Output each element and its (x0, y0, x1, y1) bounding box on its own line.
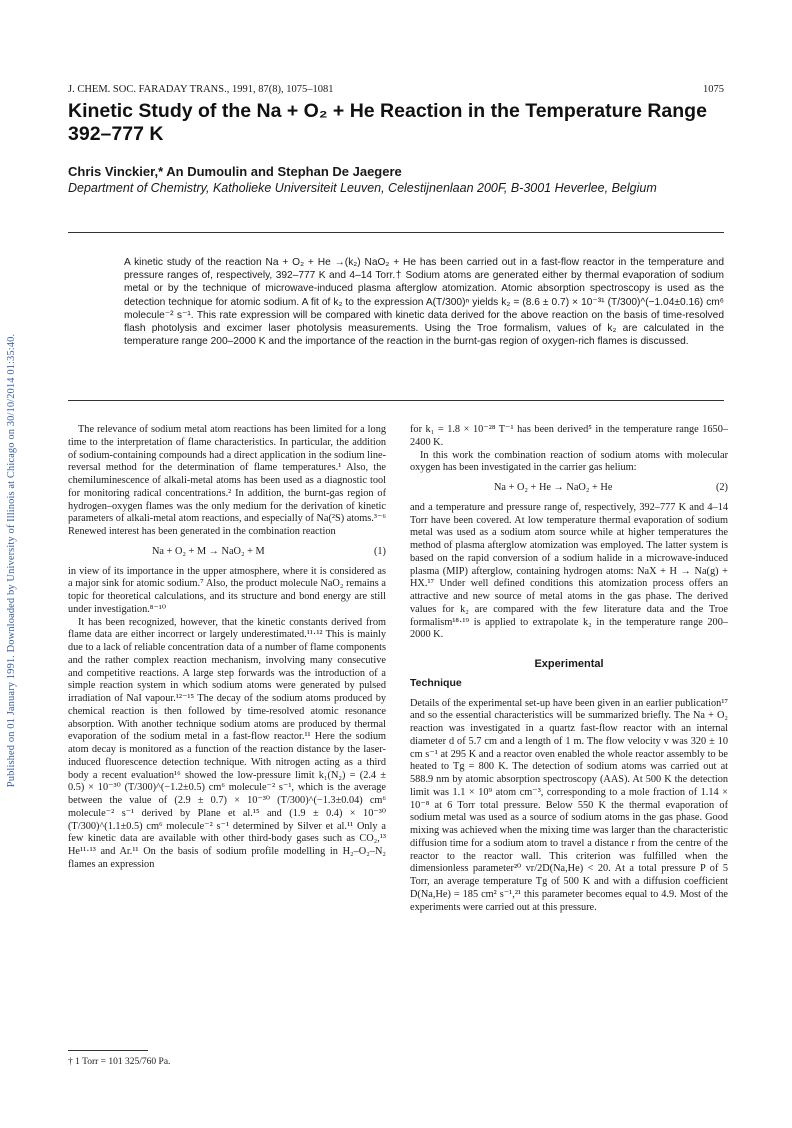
technique-paragraph: Details of the experimental set-up have been given in an earlier publication¹⁷ and so the essential characteristics will be summarized briefly. The Na + O₂ reaction was investigated in a quartz fast-flow reactor with an internal diameter d of 5.7 cm and a length of 1 m. The flow velocity v was 320 ± 10 cm s⁻¹ at 295 K and a reactor oven enabled the whole reactor assembly to be heated to Tg = 800 K. The detection of sodium atoms was carried out at 588.9 nm by atomic absorption spectroscopy (AAS). At 500 K the detection limit was 1.1 × 10⁹ atom cm⁻³, corresponding to a mole fraction of 1.14 × 10⁻⁸ at 6 Torr total pressure. Below 550 K the thermal evaporation of sodium metal was used as a source of sodium atoms in the gas phase. Good mixing was achieved when the mixing time was larger than the characteristic diffusion time for a sodium atom to travel a distance r from the centre of the reactor to the reactor wall. This criterion was fulfilled when the dimensionless parameter²⁰ vr/2D(Na,He) < 20. At a total pressure P of 5 Torr, an average temperature Tg of 500 K and with a diffusion coefficient D(Na,He) = 185 cm² s⁻¹,²¹ this parameter becomes equal to 4.9. Most of the experiments were carried out at this pressure. (410, 697, 728, 913)
top-rule (68, 232, 724, 233)
equation-1-text: Na + O₂ + M → NaO₂ + M (152, 545, 265, 557)
footnote: † 1 Torr = 101 325/760 Pa. (68, 1057, 171, 1067)
equation-1-number: (1) (373, 545, 386, 557)
subsection-heading-technique: Technique (410, 676, 462, 689)
article-affiliation: Department of Chemistry, Katholieke Universiteit Leuven, Celestijnenlaan 200F, B-3001 Heverlee, Belgium (68, 181, 657, 195)
download-watermark-text: Published on 01 January 1991. Downloaded by University of Illinois at Chicago on 30/10/2014 01:35:40. (6, 333, 18, 787)
abstract-rule (68, 400, 724, 401)
equation-1 (68, 546, 386, 559)
left-column (68, 424, 386, 872)
footnote-rule (68, 1050, 148, 1051)
download-watermark (0, 200, 24, 920)
article-authors: Chris Vinckier,* An Dumoulin and Stephan De Jaegere (68, 164, 402, 179)
intro-paragraph-3: It has been recognized, however, that the kinetic constants derived from flame data are either incorrect or largely underestimated.¹¹·¹² This is mainly due to a lack of reliable concentration data of a number of flame components and the rather complex reaction mechanism, involving many consecutive and competitive reactions. A large step forwards was the introduction of a simple reaction system in which sodium atoms were generated by pulsed irradiation of NaI vapour.¹²⁻¹⁵ The decay of the sodium atoms produced by chemical reaction is then followed by time-resolved atomic resonance absorption. With another technique sodium atoms are produced by thermal evaporation of the sodium metal in a fast-flow reactor.¹¹ Here the sodium atom decay is monitored as a function of the reaction distance by the laser-induced fluorescence detection technique. With nitrogen acting as a third body a recent evaluation¹⁶ showed the low-pressure limit k₁(N₂) = (2.4 ± 0.5) × 10⁻³⁰ (T/300)^(−1.2±0.5) cm⁶ molecule⁻² s⁻¹, which is the average between the value of (2.9 ± 0.7) × 10⁻³⁰ (T/300)^(−1.3±0.04) cm⁶ molecule⁻² s⁻¹ derived by Plane et al.¹⁵ and (1.9 ± 0.4) × 10⁻³⁰ (T/300)^(1.1±0.5) cm⁶ molecule⁻² s⁻¹ determined by Silver et al.¹¹ Only a few kinetic data are available with other third-body gases such as CO₂,¹³ He¹¹·¹³ and Ar.¹¹ On the basis of sodium profile modelling in H₂–O₂–N₂ flames an expression (68, 616, 386, 870)
intro-paragraph-4: for k₁ = 1.8 × 10⁻²⁸ T⁻¹ has been derived⁵ in the temperature range 1650–2400 K. (410, 424, 728, 448)
right-column (410, 424, 728, 914)
intro-paragraph-2: in view of its importance in the upper atmosphere, where it is considered as a major sink for atomic sodium.⁷ Also, the product molecule NaO₂ remains a topic for theoretical calculations, and its structure and bond energy are still under investigation.⁸⁻¹⁰ (68, 565, 386, 615)
article-title: Kinetic Study of the Na + O₂ + He Reaction in the Temperature Range 392–777 K (68, 100, 707, 145)
running-head (68, 84, 724, 95)
journal-citation: J. CHEM. SOC. FARADAY TRANS., 1991, 87(8), 1075–1081 (68, 84, 334, 95)
intro-paragraph-6: and a temperature and pressure range of, respectively, 392–777 K and 4–14 Torr have been covered. At low temperature thermal evaporation of sodium metal was used as a sodium atom source while at higher temperatures the method of plasma afterglow atomization was employed. The latter system is based on the rapid conversion of a sodium halide in a microwave-induced plasma (MIP) afterglow, containing hydrogen atoms: NaX + H → Na(g) + HX.¹⁷ Under well defined conditions this atomization process offers an attractive and new source of metal atoms in the gas phase. The derived values for k₂ are compared with the few literature data and the Troe formalism¹⁸·¹⁹ is applied to extrapolate k₂ in the temperature range 200–2000 K. (410, 501, 728, 641)
intro-paragraph-5: In this work the combination reaction of sodium atoms with molecular oxygen has been investigated in the carrier gas helium: (410, 449, 728, 474)
equation-2-number: (2) (715, 482, 728, 493)
equation-2-text: Na + O₂ + He → NaO₂ + He (494, 482, 613, 493)
page-number: 1075 (703, 84, 724, 95)
section-heading-experimental: Experimental (534, 658, 604, 670)
abstract: A kinetic study of the reaction Na + O₂ + He →(k₂) NaO₂ + He has been carried out in a fast-flow reactor in the temperature and pressure ranges of, respectively, 392–777 K and 4–14 Torr.† Sodium atoms are generated either by thermal evaporation of sodium metal or by the technique of microwave-induced plasma afterglow atomization. Atomic absorption spectroscopy is used as the detection technique for atomic sodium. A fit of k₂ to the expression A(T/300)ⁿ yields k₂ = (8.6 ± 0.7) × 10⁻³¹ (T/300)^(−1.04±0.16) cm⁶ molecule⁻² s⁻¹. This rate expression will be compared with kinetic data derived for the above reaction on the basis of time-resolved flash photolysis and excimer laser photolysis measurements. Using the Troe formalism, values of k₂ are calculated in the temperature range 200–2000 K and the importance of the reaction in the burnt-gas region of oxygen-rich flames is discussed. (124, 257, 724, 348)
equation-2 (410, 482, 728, 495)
intro-paragraph-1: The relevance of sodium metal atom reactions has been limited for a long time to the interpretation of flame characteristics. In particular, the addition of sodium-containing compounds had a direct application in the sodium line-reversal method for the determination of flame temperatures.¹ Also, the chemiluminescence of alkali-metal atoms has been used as a diagnostic tool for monitoring radical concentrations.² In addition, the burnt-gas region of hydrogen–oxygen flames was the only medium for the derivation of kinetic parameters of alkali-metal atom reactions, and especially of Na(²S) atoms.³⁻⁶ Renewed interest has been generated in the combination reaction (68, 424, 386, 537)
